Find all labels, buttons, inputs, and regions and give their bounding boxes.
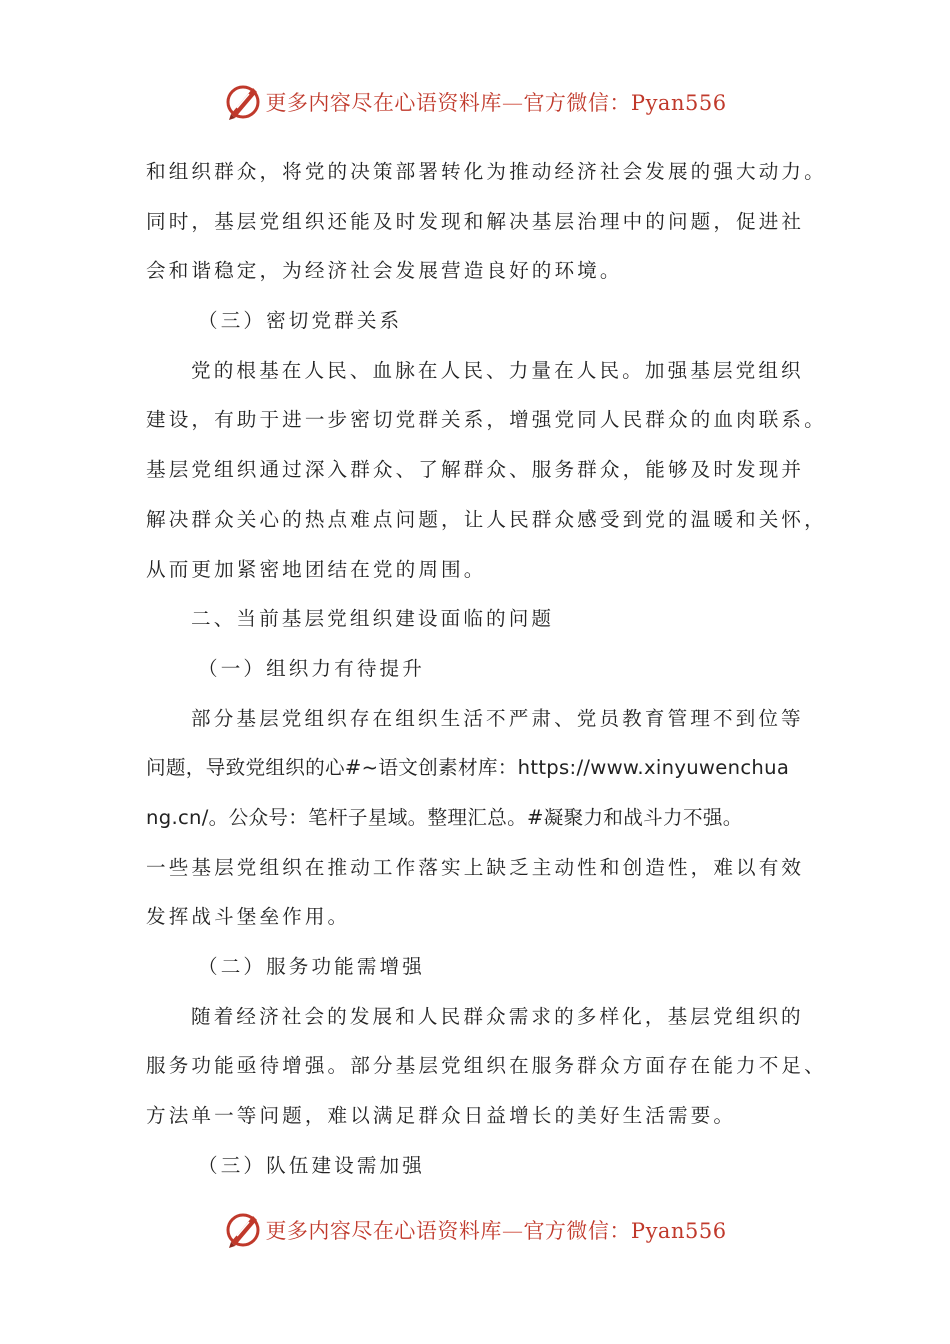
text-line: 方法单一等问题，难以满足群众日益增长的美好生活需要。 — [146, 1104, 737, 1128]
text-line: 基层党组织通过深入群众、了解群众、服务群众，能够及时发现并 — [146, 458, 805, 482]
banner-title — [265, 87, 726, 117]
document-body — [146, 147, 826, 1190]
banner-contact-text: 官方微信：Pyan556 — [523, 1219, 727, 1243]
section-heading: （三）队伍建设需加强 — [198, 1153, 425, 1177]
pen-logo-icon — [223, 82, 263, 122]
banner-title — [265, 1215, 726, 1245]
banner-main-text: 更多内容尽在心语资料库 — [265, 91, 502, 115]
section-heading: （一）组织力有待提升 — [198, 656, 425, 680]
footer-banner — [0, 1208, 950, 1252]
text-line: 一些基层党组织在推动工作落实上缺乏主动性和创造性，难以有效 — [146, 855, 805, 879]
section-heading: （三）密切党群关系 — [198, 309, 403, 333]
text-line: 部分基层党组织存在组织生活不严肃、党员教育管理不到位等 — [191, 706, 804, 730]
text-line: 会和谐稳定，为经济社会发展营造良好的环境。 — [146, 259, 623, 283]
pen-logo-icon — [223, 1210, 263, 1250]
banner-separator: — — [501, 1219, 524, 1243]
text-line: 建设，有助于进一步密切党群关系，增强党同人民群众的血肉联系。 — [146, 408, 827, 432]
banner-separator: — — [501, 91, 524, 115]
text-line: 和组织群众，将党的决策部署转化为推动经济社会发展的强大动力。 — [146, 160, 827, 183]
text-line: 同时，基层党组织还能及时发现和解决基层治理中的问题，促进社 — [146, 209, 805, 233]
chapter-heading: 二、当前基层党组织建设面临的问题 — [191, 607, 555, 631]
text-line: 解决群众关心的热点难点问题，让人民群众感受到党的温暖和关怀， — [146, 507, 827, 531]
banner-main-text: 更多内容尽在心语资料库 — [265, 1219, 502, 1243]
text-line: 服务功能亟待增强。部分基层党组织在服务群众方面存在能力不足、 — [146, 1054, 827, 1078]
section-heading: （二）服务功能需增强 — [198, 955, 425, 978]
text-line: 党的根基在人民、血脉在人民、力量在人民。加强基层党组织 — [191, 358, 804, 382]
header-banner — [0, 80, 950, 124]
text-line: 随着经济社会的发展和人民群众需求的多样化，基层党组织的 — [191, 1004, 804, 1028]
text-line: 发挥战斗堡垒作用。 — [146, 905, 351, 929]
text-line: 问题，导致党组织的心#~语文创素材库：https://www.xinyuwenchua — [146, 756, 790, 780]
text-line: ng.cn/。公众号：笔杆子星域。整理汇总。#凝聚力和战斗力不强。 — [146, 805, 743, 829]
banner-contact-text: 官方微信：Pyan556 — [523, 91, 727, 115]
text-line: 从而更加紧密地团结在党的周围。 — [146, 557, 487, 581]
